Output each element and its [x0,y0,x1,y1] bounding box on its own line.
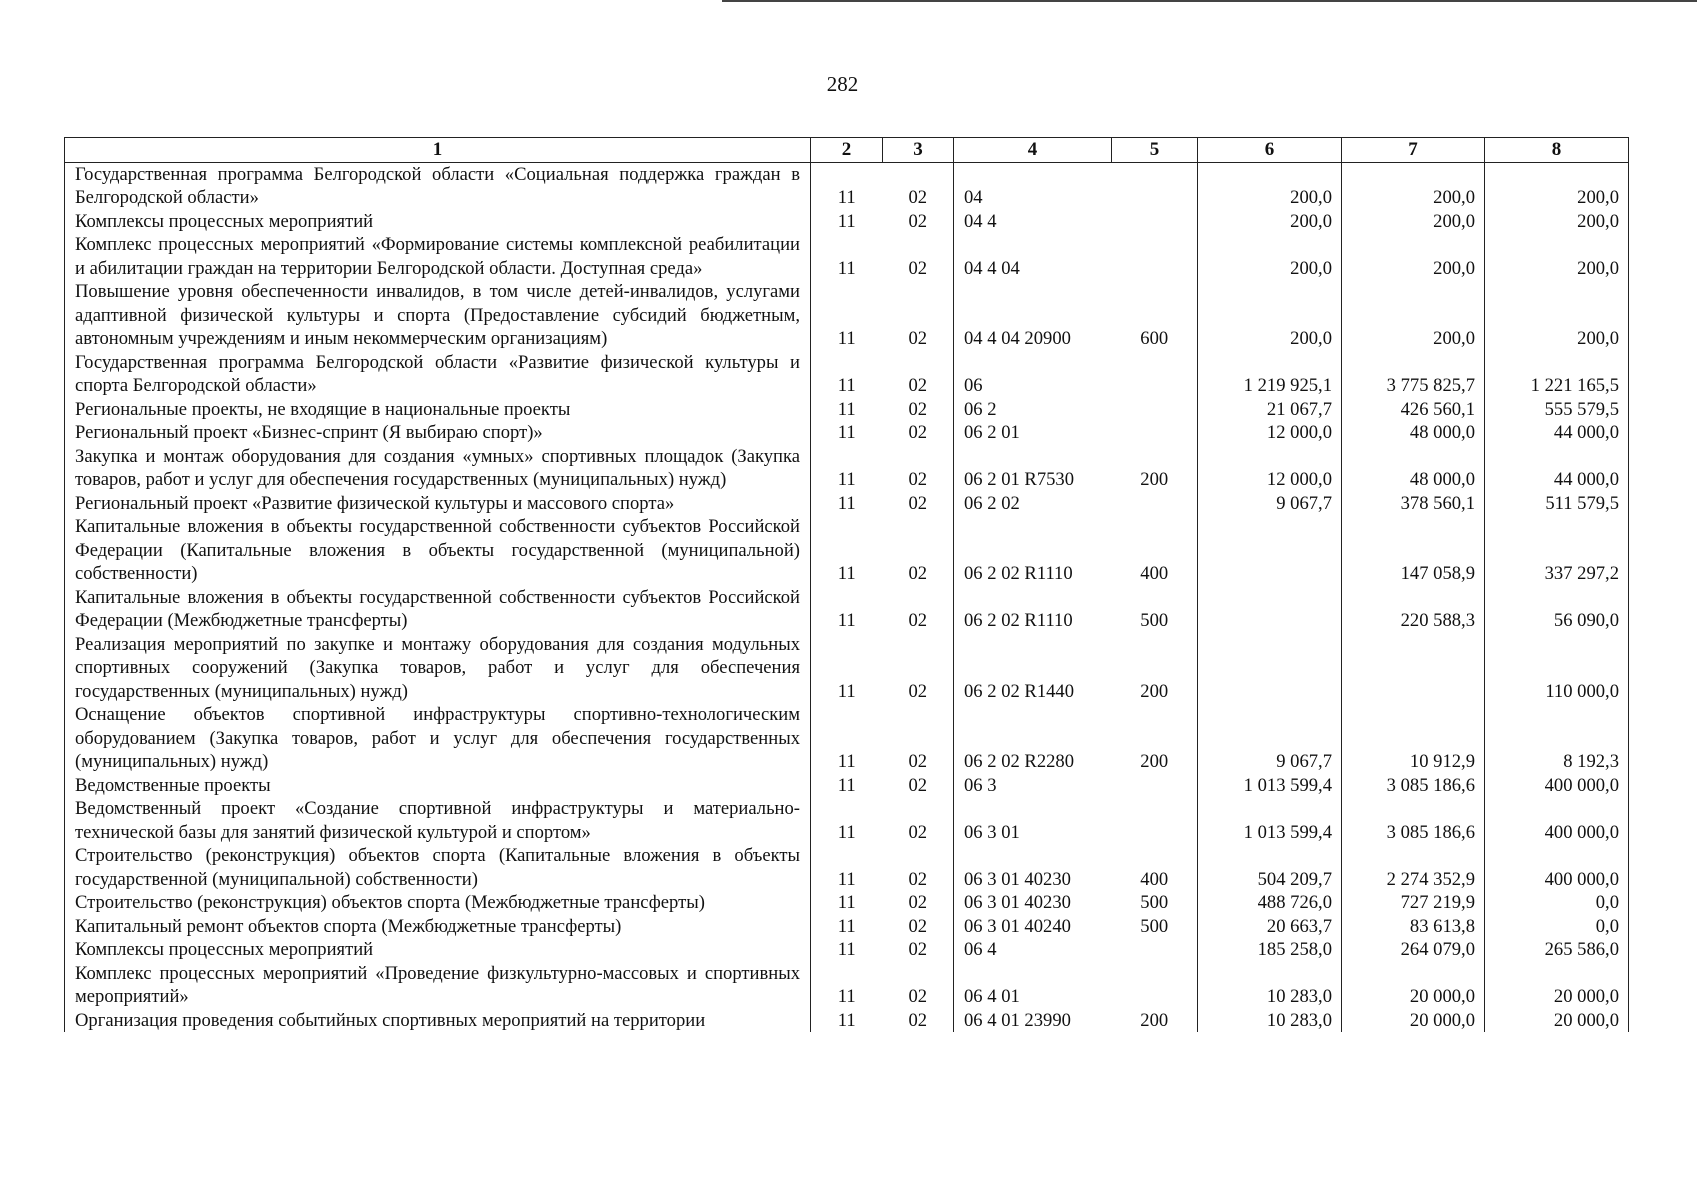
row-value-col7: 378 560,1 [1342,492,1485,516]
row-target-article: 06 3 01 40230 [954,844,1112,891]
row-value-col6: 1 219 925,1 [1198,351,1342,398]
row-target-article: 06 4 [954,938,1112,962]
row-value-col6: 488 726,0 [1198,891,1342,915]
row-value-col7: 200,0 [1342,162,1485,210]
row-expense-type: 500 [1140,892,1169,913]
row-section: 11 [811,492,883,516]
row-value-col6: 9 067,7 [1198,703,1342,774]
table-row [65,633,1629,704]
row-value-col7 [1342,633,1485,704]
row-section: 11 [811,233,883,280]
row-value-col8: 20 000,0 [1485,1009,1629,1033]
row-subsection: 02 [908,892,928,913]
row-value-col6 [1198,515,1342,586]
row-target-article: 04 4 04 [954,233,1112,280]
row-subsection: 02 [908,375,928,396]
row-subsection: 02 [908,986,928,1007]
row-value-col7: 20 000,0 [1342,1009,1485,1033]
row-section: 11 [811,915,883,939]
row-expense-type [1112,962,1198,1009]
table-header-row [65,138,1629,163]
row-value-col6 [1198,586,1342,633]
row-subsection: 02 [908,187,928,208]
row-target-article: 04 4 04 20900 [954,280,1112,351]
row-value-col8: 8 192,3 [1485,703,1629,774]
row-name: Закупка и монтаж оборудования для создания «умных» спортивных площадок (Закупка товаров, работ и услуг для обеспечения государственных (муниципальных) нужд) [65,445,811,492]
row-name: Реализация мероприятий по закупке и монтажу оборудования для создания модульных спортивных сооружений (Закупка товаров, работ и услуг для обеспечения государственных (муниципальных) нужд) [65,633,811,704]
row-name: Строительство (реконструкция) объектов спорта (Межбюджетные трансферты) [65,891,811,915]
row-value-col7: 2 274 352,9 [1342,844,1485,891]
row-value-col7: 83 613,8 [1342,915,1485,939]
table-row [65,445,1629,492]
row-name: Ведомственные проекты [65,774,811,798]
table-row [65,351,1629,398]
row-value-col7: 727 219,9 [1342,891,1485,915]
row-subsection: 02 [908,563,928,584]
row-target-article: 06 3 01 40230 [954,891,1112,915]
row-expense-type [1112,797,1198,844]
row-value-col8: 265 586,0 [1485,938,1629,962]
row-subsection: 02 [908,257,928,279]
budget-table [64,137,1629,1032]
row-value-col6: 1 013 599,4 [1198,797,1342,844]
row-subsection: 02 [908,821,928,843]
row-value-col6: 504 209,7 [1198,844,1342,891]
row-expense-type: 400 [1140,563,1169,584]
row-value-col6: 200,0 [1198,210,1342,234]
row-value-col7: 10 912,9 [1342,703,1485,774]
row-value-col7: 220 588,3 [1342,586,1485,633]
row-value-col6: 200,0 [1198,233,1342,280]
row-value-col8: 56 090,0 [1485,586,1629,633]
row-section: 11 [811,633,883,704]
row-subsection: 02 [908,398,928,420]
row-section: 11 [811,1009,883,1033]
table-row [65,492,1629,516]
row-subsection: 02 [908,939,928,960]
row-value-col8: 200,0 [1485,210,1629,234]
table-row [65,774,1629,798]
row-expense-type: 500 [1140,915,1169,937]
top-rule [722,0,1697,2]
row-value-col8: 200,0 [1485,280,1629,351]
row-value-col7: 3 085 186,6 [1342,774,1485,798]
table-row [65,233,1629,280]
row-subsection: 02 [908,1009,928,1031]
row-name: Ведомственный проект «Создание спортивной инфраструктуры и материально-технической базы для занятий физической культурой и спортом» [65,797,811,844]
row-expense-type: 200 [1140,680,1169,702]
row-value-col6: 20 663,7 [1198,915,1342,939]
row-target-article: 06 2 02 [954,492,1112,516]
row-name: Капитальные вложения в объекты государственной собственности субъектов Российской Федерации (Межбюджетные трансферты) [65,586,811,633]
row-target-article: 06 2 02 R1110 [954,586,1112,633]
row-section: 11 [811,351,883,398]
row-value-col8: 555 579,5 [1485,398,1629,422]
row-expense-type: 200 [1140,1009,1169,1031]
row-expense-type: 600 [1140,328,1169,349]
header-col-5: 5 [1112,138,1198,163]
header-col-8: 8 [1485,138,1629,163]
row-subsection: 02 [908,328,928,349]
row-value-col8: 44 000,0 [1485,421,1629,445]
row-value-col8: 400 000,0 [1485,774,1629,798]
row-name: Организация проведения событийных спортивных мероприятий на территории [65,1009,811,1033]
row-name: Государственная программа Белгородской области «Социальная поддержка граждан в Белгородской области» [65,162,811,210]
row-section: 11 [811,703,883,774]
row-value-col8: 44 000,0 [1485,445,1629,492]
row-name: Повышение уровня обеспеченности инвалидов, в том числе детей-инвалидов, услугами адаптивной физической культуры и спорта (Предоставление субсидий бюджетным, автономным учреждениям и иным некоммерческим организациям) [65,280,811,351]
table-row [65,891,1629,915]
row-expense-type [1112,421,1198,445]
row-expense-type [1112,398,1198,422]
row-subsection: 02 [908,751,928,772]
row-name: Региональный проект «Бизнес-спринт (Я выбираю спорт)» [65,421,811,445]
row-name: Комплексы процессных мероприятий [65,938,811,962]
row-target-article: 06 4 01 23990 [954,1009,1112,1033]
row-value-col8: 400 000,0 [1485,797,1629,844]
row-expense-type [1112,938,1198,962]
row-section: 11 [811,586,883,633]
row-value-col7: 48 000,0 [1342,421,1485,445]
row-section: 11 [811,445,883,492]
row-name: Региональные проекты, не входящие в национальные проекты [65,398,811,422]
row-value-col6: 9 067,7 [1198,492,1342,516]
row-value-col7: 20 000,0 [1342,962,1485,1009]
row-target-article: 06 2 01 [954,421,1112,445]
row-section: 11 [811,962,883,1009]
row-value-col6: 10 283,0 [1198,962,1342,1009]
row-name: Региональный проект «Развитие физической культуры и массового спорта» [65,492,811,516]
row-section: 11 [811,280,883,351]
row-value-col6: 1 013 599,4 [1198,774,1342,798]
row-target-article: 06 [954,351,1112,398]
row-expense-type: 200 [1140,751,1169,772]
row-section: 11 [811,774,883,798]
row-subsection: 02 [908,422,928,443]
header-col-7: 7 [1342,138,1485,163]
row-value-col6: 200,0 [1198,280,1342,351]
header-col-6: 6 [1198,138,1342,163]
header-col-2: 2 [811,138,883,163]
row-expense-type [1112,210,1198,234]
row-expense-type [1112,492,1198,516]
row-name: Комплекс процессных мероприятий «Проведение физкультурно-массовых и спортивных мероприятий» [65,962,811,1009]
row-value-col7: 3 085 186,6 [1342,797,1485,844]
row-section: 11 [811,515,883,586]
row-value-col6: 200,0 [1198,162,1342,210]
row-value-col7: 147 058,9 [1342,515,1485,586]
row-value-col8: 20 000,0 [1485,962,1629,1009]
row-value-col8: 110 000,0 [1485,633,1629,704]
row-subsection: 02 [908,469,928,490]
row-name: Капитальный ремонт объектов спорта (Межбюджетные трансферты) [65,915,811,939]
row-value-col6: 185 258,0 [1198,938,1342,962]
row-subsection: 02 [908,610,928,631]
row-subsection: 02 [908,680,928,702]
row-value-col6: 12 000,0 [1198,445,1342,492]
table-row [65,938,1629,962]
row-value-col7: 200,0 [1342,280,1485,351]
row-target-article: 06 3 [954,774,1112,798]
row-section: 11 [811,398,883,422]
row-section: 11 [811,210,883,234]
row-value-col7: 48 000,0 [1342,445,1485,492]
row-name: Комплексы процессных мероприятий [65,210,811,234]
table-row [65,280,1629,351]
row-name: Государственная программа Белгородской области «Развитие физической культуры и спорта Белгородской области» [65,351,811,398]
row-expense-type [1112,233,1198,280]
row-value-col8: 200,0 [1485,233,1629,280]
row-expense-type [1112,162,1198,210]
table-row [65,703,1629,774]
header-col-4: 4 [954,138,1112,163]
row-section: 11 [811,421,883,445]
table-row [65,515,1629,586]
row-expense-type: 500 [1140,610,1169,631]
row-value-col8: 200,0 [1485,162,1629,210]
row-target-article: 06 2 02 R2280 [954,703,1112,774]
row-value-col8: 0,0 [1485,915,1629,939]
row-value-col6: 21 067,7 [1198,398,1342,422]
row-value-col7: 264 079,0 [1342,938,1485,962]
table-row [65,398,1629,422]
row-name: Строительство (реконструкция) объектов спорта (Капитальные вложения в объекты государственной (муниципальной) собственности) [65,844,811,891]
row-value-col8: 0,0 [1485,891,1629,915]
row-subsection: 02 [908,774,928,796]
row-value-col8: 511 579,5 [1485,492,1629,516]
row-value-col7: 200,0 [1342,210,1485,234]
row-subsection: 02 [908,868,928,890]
table-row [65,421,1629,445]
table-row [65,915,1629,939]
row-value-col8: 337 297,2 [1485,515,1629,586]
row-expense-type [1112,774,1198,798]
table-row [65,1009,1629,1033]
row-target-article: 04 4 [954,210,1112,234]
row-target-article: 06 2 02 R1110 [954,515,1112,586]
row-name: Комплекс процессных мероприятий «Формирование системы комплексной реабилитации и абилитации граждан на территории Белгородской области. Доступная среда» [65,233,811,280]
row-value-col7: 3 775 825,7 [1342,351,1485,398]
row-value-col6: 10 283,0 [1198,1009,1342,1033]
row-subsection: 02 [908,210,928,232]
header-col-3: 3 [883,138,954,163]
table-row [65,962,1629,1009]
row-section: 11 [811,162,883,210]
row-section: 11 [811,797,883,844]
page-number: 282 [826,72,859,96]
row-target-article: 06 2 02 R1440 [954,633,1112,704]
row-value-col6: 12 000,0 [1198,421,1342,445]
row-section: 11 [811,844,883,891]
row-expense-type: 400 [1140,868,1169,890]
table-row [65,844,1629,891]
row-value-col6 [1198,633,1342,704]
row-target-article: 06 4 01 [954,962,1112,1009]
row-expense-type: 200 [1140,469,1169,490]
header-col-1: 1 [65,138,811,163]
row-expense-type [1112,351,1198,398]
row-section: 11 [811,891,883,915]
row-target-article: 06 2 [954,398,1112,422]
row-target-article: 04 [954,162,1112,210]
row-subsection: 02 [908,492,928,514]
table-row [65,210,1629,234]
row-section: 11 [811,938,883,962]
table-row [65,162,1629,210]
row-value-col7: 200,0 [1342,233,1485,280]
row-value-col7: 426 560,1 [1342,398,1485,422]
row-name: Капитальные вложения в объекты государственной собственности субъектов Российской Федерации (Капитальные вложения в объекты государственной (муниципальной) собственности) [65,515,811,586]
table-row [65,586,1629,633]
table-row [65,797,1629,844]
row-name: Оснащение объектов спортивной инфраструктуры спортивно-технологическим оборудованием (Закупка товаров, работ и услуг для обеспечения государственных (муниципальных) нужд) [65,703,811,774]
row-subsection: 02 [908,915,928,937]
row-target-article: 06 3 01 40240 [954,915,1112,939]
row-target-article: 06 3 01 [954,797,1112,844]
row-value-col8: 1 221 165,5 [1485,351,1629,398]
row-target-article: 06 2 01 R7530 [954,445,1112,492]
row-value-col8: 400 000,0 [1485,844,1629,891]
